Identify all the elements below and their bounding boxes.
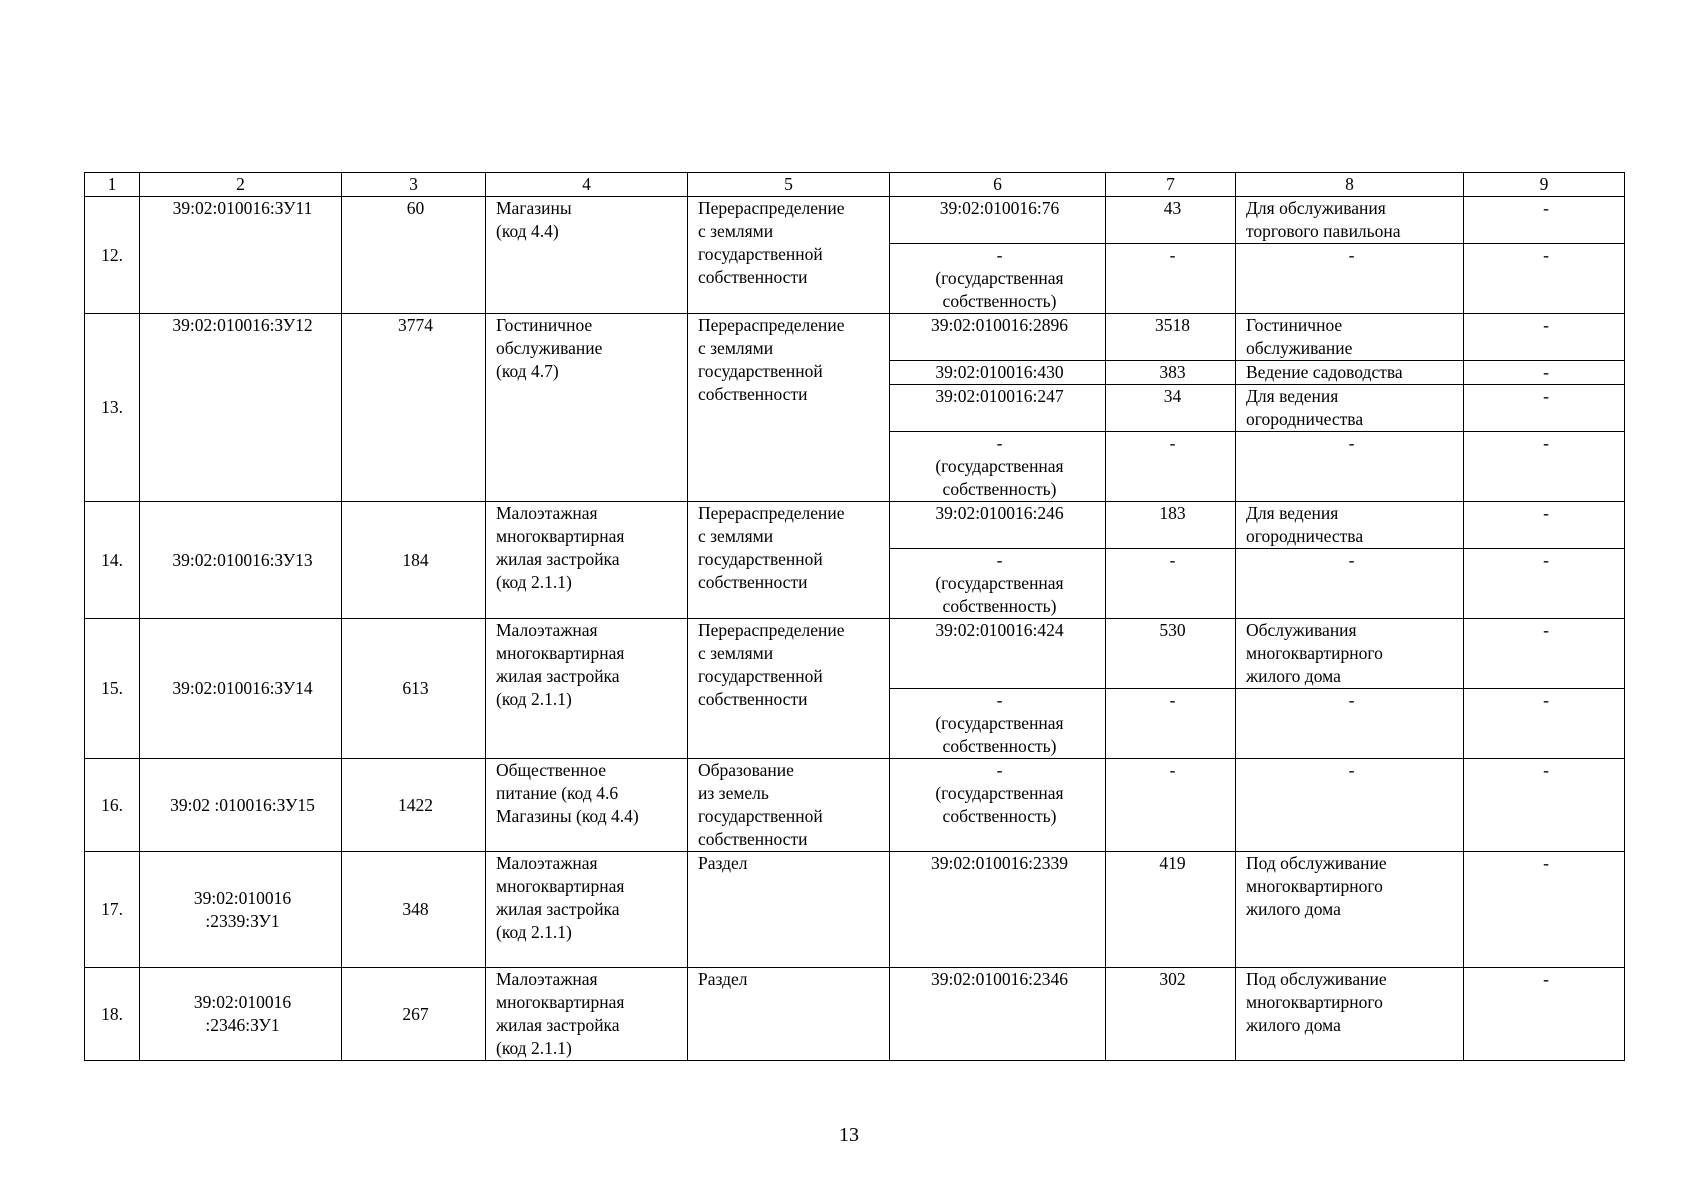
source-area: -	[1106, 549, 1236, 619]
source-area: 34	[1106, 385, 1236, 432]
formation-method: Раздел	[688, 968, 890, 1061]
encumbrance: -	[1464, 197, 1625, 244]
source-purpose: Под обслуживание многоквартирного жилого дома	[1236, 968, 1464, 1061]
source-cadastral-number: 39:02:010016:2346	[890, 968, 1106, 1061]
source-purpose: -	[1236, 689, 1464, 759]
column-number: 2	[140, 173, 342, 197]
row-number: 15.	[85, 619, 140, 759]
column-number: 8	[1236, 173, 1464, 197]
source-purpose: Для ведения огородничества	[1236, 385, 1464, 432]
plot-id: 39:02:010016:ЗУ13	[140, 502, 342, 619]
row-number: 13.	[85, 314, 140, 502]
table-row	[85, 759, 1625, 852]
source-area: 419	[1106, 852, 1236, 968]
source-cadastral-number: 39:02:010016:2896	[890, 314, 1106, 361]
permitted-use: Гостиничное обслуживание (код 4.7)	[486, 314, 688, 502]
encumbrance: -	[1464, 968, 1625, 1061]
column-number: 5	[688, 173, 890, 197]
source-area: 530	[1106, 619, 1236, 689]
row-number: 17.	[85, 852, 140, 968]
column-number: 9	[1464, 173, 1625, 197]
encumbrance: -	[1464, 759, 1625, 852]
encumbrance: -	[1464, 689, 1625, 759]
plot-area: 60	[342, 197, 486, 314]
source-purpose: Для обслуживания торгового павильона	[1236, 197, 1464, 244]
encumbrance: -	[1464, 314, 1625, 361]
source-cadastral-number: - (государственная собственность)	[890, 689, 1106, 759]
encumbrance: -	[1464, 619, 1625, 689]
row-number: 14.	[85, 502, 140, 619]
encumbrance: -	[1464, 549, 1625, 619]
source-cadastral-number: 39:02:010016:2339	[890, 852, 1106, 968]
source-area: -	[1106, 244, 1236, 314]
source-purpose: Для ведения огородничества	[1236, 502, 1464, 549]
source-area: 383	[1106, 361, 1236, 385]
source-cadastral-number: 39:02:010016:246	[890, 502, 1106, 549]
plot-area: 1422	[342, 759, 486, 852]
source-area: 183	[1106, 502, 1236, 549]
plot-id: 39:02:010016:ЗУ14	[140, 619, 342, 759]
source-area: 3518	[1106, 314, 1236, 361]
table-row	[85, 852, 1625, 968]
permitted-use: Малоэтажная многоквартирная жилая застройка (код 2.1.1)	[486, 968, 688, 1061]
page-number: 13	[839, 1124, 859, 1146]
plot-area: 613	[342, 619, 486, 759]
source-purpose: -	[1236, 549, 1464, 619]
source-cadastral-number: 39:02:010016:430	[890, 361, 1106, 385]
column-number: 6	[890, 173, 1106, 197]
source-purpose: Под обслуживание многоквартирного жилого дома	[1236, 852, 1464, 968]
table-row	[85, 502, 1625, 549]
formation-method: Перераспределение с землями государственной собственности	[688, 314, 890, 502]
plot-area: 3774	[342, 314, 486, 502]
land-plots-table	[84, 172, 1625, 1061]
source-area: -	[1106, 689, 1236, 759]
source-cadastral-number: - (государственная собственность)	[890, 432, 1106, 502]
source-purpose: -	[1236, 759, 1464, 852]
row-number: 12.	[85, 197, 140, 314]
plot-area: 184	[342, 502, 486, 619]
source-purpose: -	[1236, 432, 1464, 502]
plot-id: 39:02:010016:ЗУ12	[140, 314, 342, 502]
source-cadastral-number: 39:02:010016:76	[890, 197, 1106, 244]
source-purpose: Обслуживания многоквартирного жилого дома	[1236, 619, 1464, 689]
source-purpose: Ведение садоводства	[1236, 361, 1464, 385]
column-number: 7	[1106, 173, 1236, 197]
table-body	[85, 173, 1625, 1061]
table-row	[85, 619, 1625, 689]
encumbrance: -	[1464, 385, 1625, 432]
row-number: 18.	[85, 968, 140, 1061]
permitted-use: Малоэтажная многоквартирная жилая застройка (код 2.1.1)	[486, 852, 688, 968]
plot-area: 267	[342, 968, 486, 1061]
column-number: 4	[486, 173, 688, 197]
permitted-use: Общественное питание (код 4.6 Магазины (код 4.4)	[486, 759, 688, 852]
plot-area: 348	[342, 852, 486, 968]
column-number: 3	[342, 173, 486, 197]
source-area: 43	[1106, 197, 1236, 244]
source-area: 302	[1106, 968, 1236, 1061]
source-purpose: -	[1236, 244, 1464, 314]
column-number: 1	[85, 173, 140, 197]
formation-method: Раздел	[688, 852, 890, 968]
encumbrance: -	[1464, 244, 1625, 314]
plot-id: 39:02:010016 :2339:ЗУ1	[140, 852, 342, 968]
row-number: 16.	[85, 759, 140, 852]
encumbrance: -	[1464, 502, 1625, 549]
formation-method: Перераспределение с землями государственной собственности	[688, 502, 890, 619]
permitted-use: Магазины (код 4.4)	[486, 197, 688, 314]
permitted-use: Малоэтажная многоквартирная жилая застройка (код 2.1.1)	[486, 619, 688, 759]
source-purpose: Гостиничное обслуживание	[1236, 314, 1464, 361]
plot-id: 39:02:010016:ЗУ11	[140, 197, 342, 314]
permitted-use: Малоэтажная многоквартирная жилая застройка (код 2.1.1)	[486, 502, 688, 619]
plot-id: 39:02 :010016:ЗУ15	[140, 759, 342, 852]
formation-method: Перераспределение с землями государственной собственности	[688, 197, 890, 314]
table-row	[85, 197, 1625, 244]
source-cadastral-number: - (государственная собственность)	[890, 244, 1106, 314]
source-cadastral-number: - (государственная собственность)	[890, 549, 1106, 619]
source-cadastral-number: 39:02:010016:424	[890, 619, 1106, 689]
table-row	[85, 968, 1625, 1061]
source-cadastral-number: 39:02:010016:247	[890, 385, 1106, 432]
encumbrance: -	[1464, 361, 1625, 385]
column-number-row	[85, 173, 1625, 197]
source-cadastral-number: - (государственная собственность)	[890, 759, 1106, 852]
formation-method: Образование из земель государственной собственности	[688, 759, 890, 852]
encumbrance: -	[1464, 432, 1625, 502]
table-row	[85, 314, 1625, 361]
plot-id: 39:02:010016 :2346:ЗУ1	[140, 968, 342, 1061]
source-area: -	[1106, 432, 1236, 502]
formation-method: Перераспределение с землями государственной собственности	[688, 619, 890, 759]
encumbrance: -	[1464, 852, 1625, 968]
source-area: -	[1106, 759, 1236, 852]
